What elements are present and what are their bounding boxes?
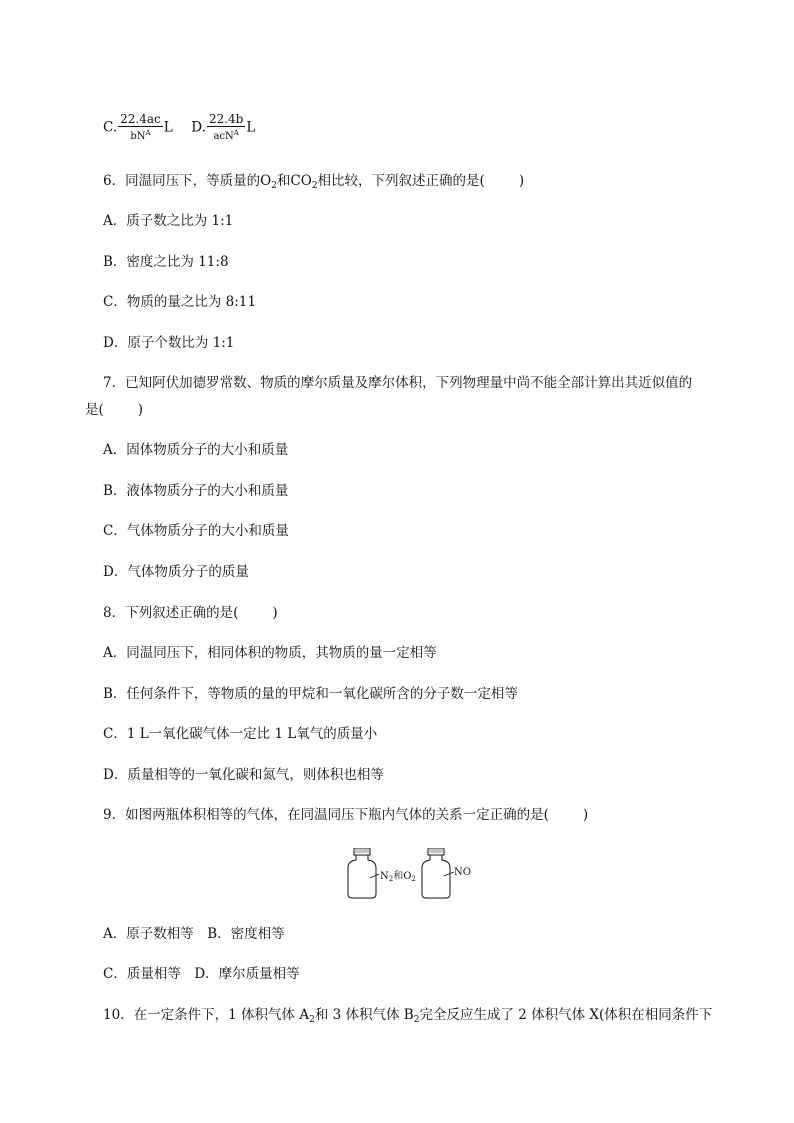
q10-sub-a2: 2 — [309, 1015, 315, 1025]
q8-stem-close: ) — [272, 605, 278, 621]
q5-option-c-label: C. — [103, 119, 118, 136]
q6-stem-part3: 相比较，下列叙述正确的是( — [317, 173, 485, 189]
q6-sub-co2: 2 — [311, 181, 318, 191]
q5-option-d-label: D. — [191, 119, 206, 136]
q10-stem-part1: 10．在一定条件下，1 体积气体 A — [103, 1007, 310, 1023]
q10-sub-b2: 2 — [413, 1015, 420, 1025]
bottle-left-label-sub2: 2 — [411, 875, 416, 883]
q5-option-c-fraction — [118, 112, 163, 143]
q9-stem — [103, 806, 588, 824]
q8-option-c: C．1 L一氧化碳气体一定比 1 L氧气的质量小 — [103, 726, 378, 742]
q6-option-a: A．质子数之比为 1:1 — [103, 213, 234, 229]
q10-stem-part3: 完全反应生成了 2 体积气体 X(体积在相同条件下 — [419, 1007, 713, 1023]
q5-option-d-unit: L — [246, 119, 256, 136]
q5-option-d-numerator: 22.4b — [208, 112, 244, 126]
bottle-right — [422, 848, 454, 898]
q8-option-d: D．质量相等的一氧化碳和氮气，则体积也相等 — [103, 767, 384, 783]
q7-stem-line2 — [85, 401, 143, 419]
q5-option-c-den-text: bN — [130, 131, 146, 142]
bottle-left-label-n: N — [380, 871, 389, 882]
bottle-right-label: NO — [454, 867, 471, 878]
q9-stem-text: 9．如图两瓶体积相等的气体，在同温同压下瓶内气体的关系一定正确的是( — [103, 807, 549, 823]
q8-option-a: A．同温同压下，相同体积的物质，其物质的量一定相等 — [103, 645, 437, 661]
q8-stem — [103, 604, 278, 622]
bottle-left-label-sub1: 2 — [388, 875, 394, 883]
q7-option-c: C．气体物质分子的大小和质量 — [103, 523, 289, 539]
q5-option-d-denominator — [207, 127, 245, 143]
q6-option-d: D．原子个数比为 1:1 — [103, 335, 235, 351]
q7-option-b: B．液体物质分子的大小和质量 — [103, 483, 289, 499]
q6-option-c: C．物质的量之比为 8:11 — [103, 294, 256, 310]
q5-option-c-unit: L — [163, 119, 173, 136]
q7-option-a: A．固体物质分子的大小和质量 — [103, 442, 289, 458]
q7-option-d: D．气体物质分子的质量 — [103, 564, 249, 580]
q6-stem-part1: 6．同温同压下，等质量的O — [103, 173, 272, 189]
q9-options-cd: C．质量相等 D．摩尔质量相等 — [103, 966, 300, 982]
q5-option-c-denominator — [118, 127, 163, 143]
bottle-left — [348, 848, 379, 898]
q5-option-c-numerator: 22.4ac — [120, 112, 161, 126]
bottle-left-label — [380, 870, 416, 883]
q6-stem-part2: 和CO — [276, 173, 312, 189]
q9-stem-close: ) — [582, 807, 589, 823]
bottle-left-label-and: 和O — [393, 871, 412, 882]
q6-stem-close: ) — [518, 173, 525, 189]
q5-options-cd — [103, 112, 255, 143]
q7-stem-line1: 7．已知阿伏加德罗常数、物质的摩尔质量及摩尔体积，下列物理量中尚不能全部计算出其近似值的 — [103, 375, 693, 391]
q7-stem-line2-text: 是( — [85, 402, 104, 418]
q9-options-ab: A．原子数相等 B．密度相等 — [103, 926, 285, 942]
q8-option-b: B．任何条件下，等物质的量的甲烷和一氧化碳所含的分子数一定相等 — [103, 686, 518, 702]
q8-stem-text: 8．下列叙述正确的是( — [103, 605, 239, 621]
q10-stem-part2: 和 3 体积气体 B — [314, 1007, 414, 1023]
q5-option-d-den-text: acN — [213, 131, 234, 142]
q6-option-b: B．密度之比为 11:8 — [103, 254, 229, 270]
q10-stem — [103, 1006, 712, 1029]
q7-stem-close: ) — [137, 402, 144, 418]
two-bottles-figure — [346, 848, 476, 900]
q6-sub-o2: 2 — [271, 181, 277, 191]
q5-option-d-den-sup: A — [233, 129, 239, 137]
q5-option-c-den-sup: A — [145, 129, 151, 137]
q5-option-d-fraction — [207, 112, 245, 143]
q6-stem — [103, 172, 524, 195]
